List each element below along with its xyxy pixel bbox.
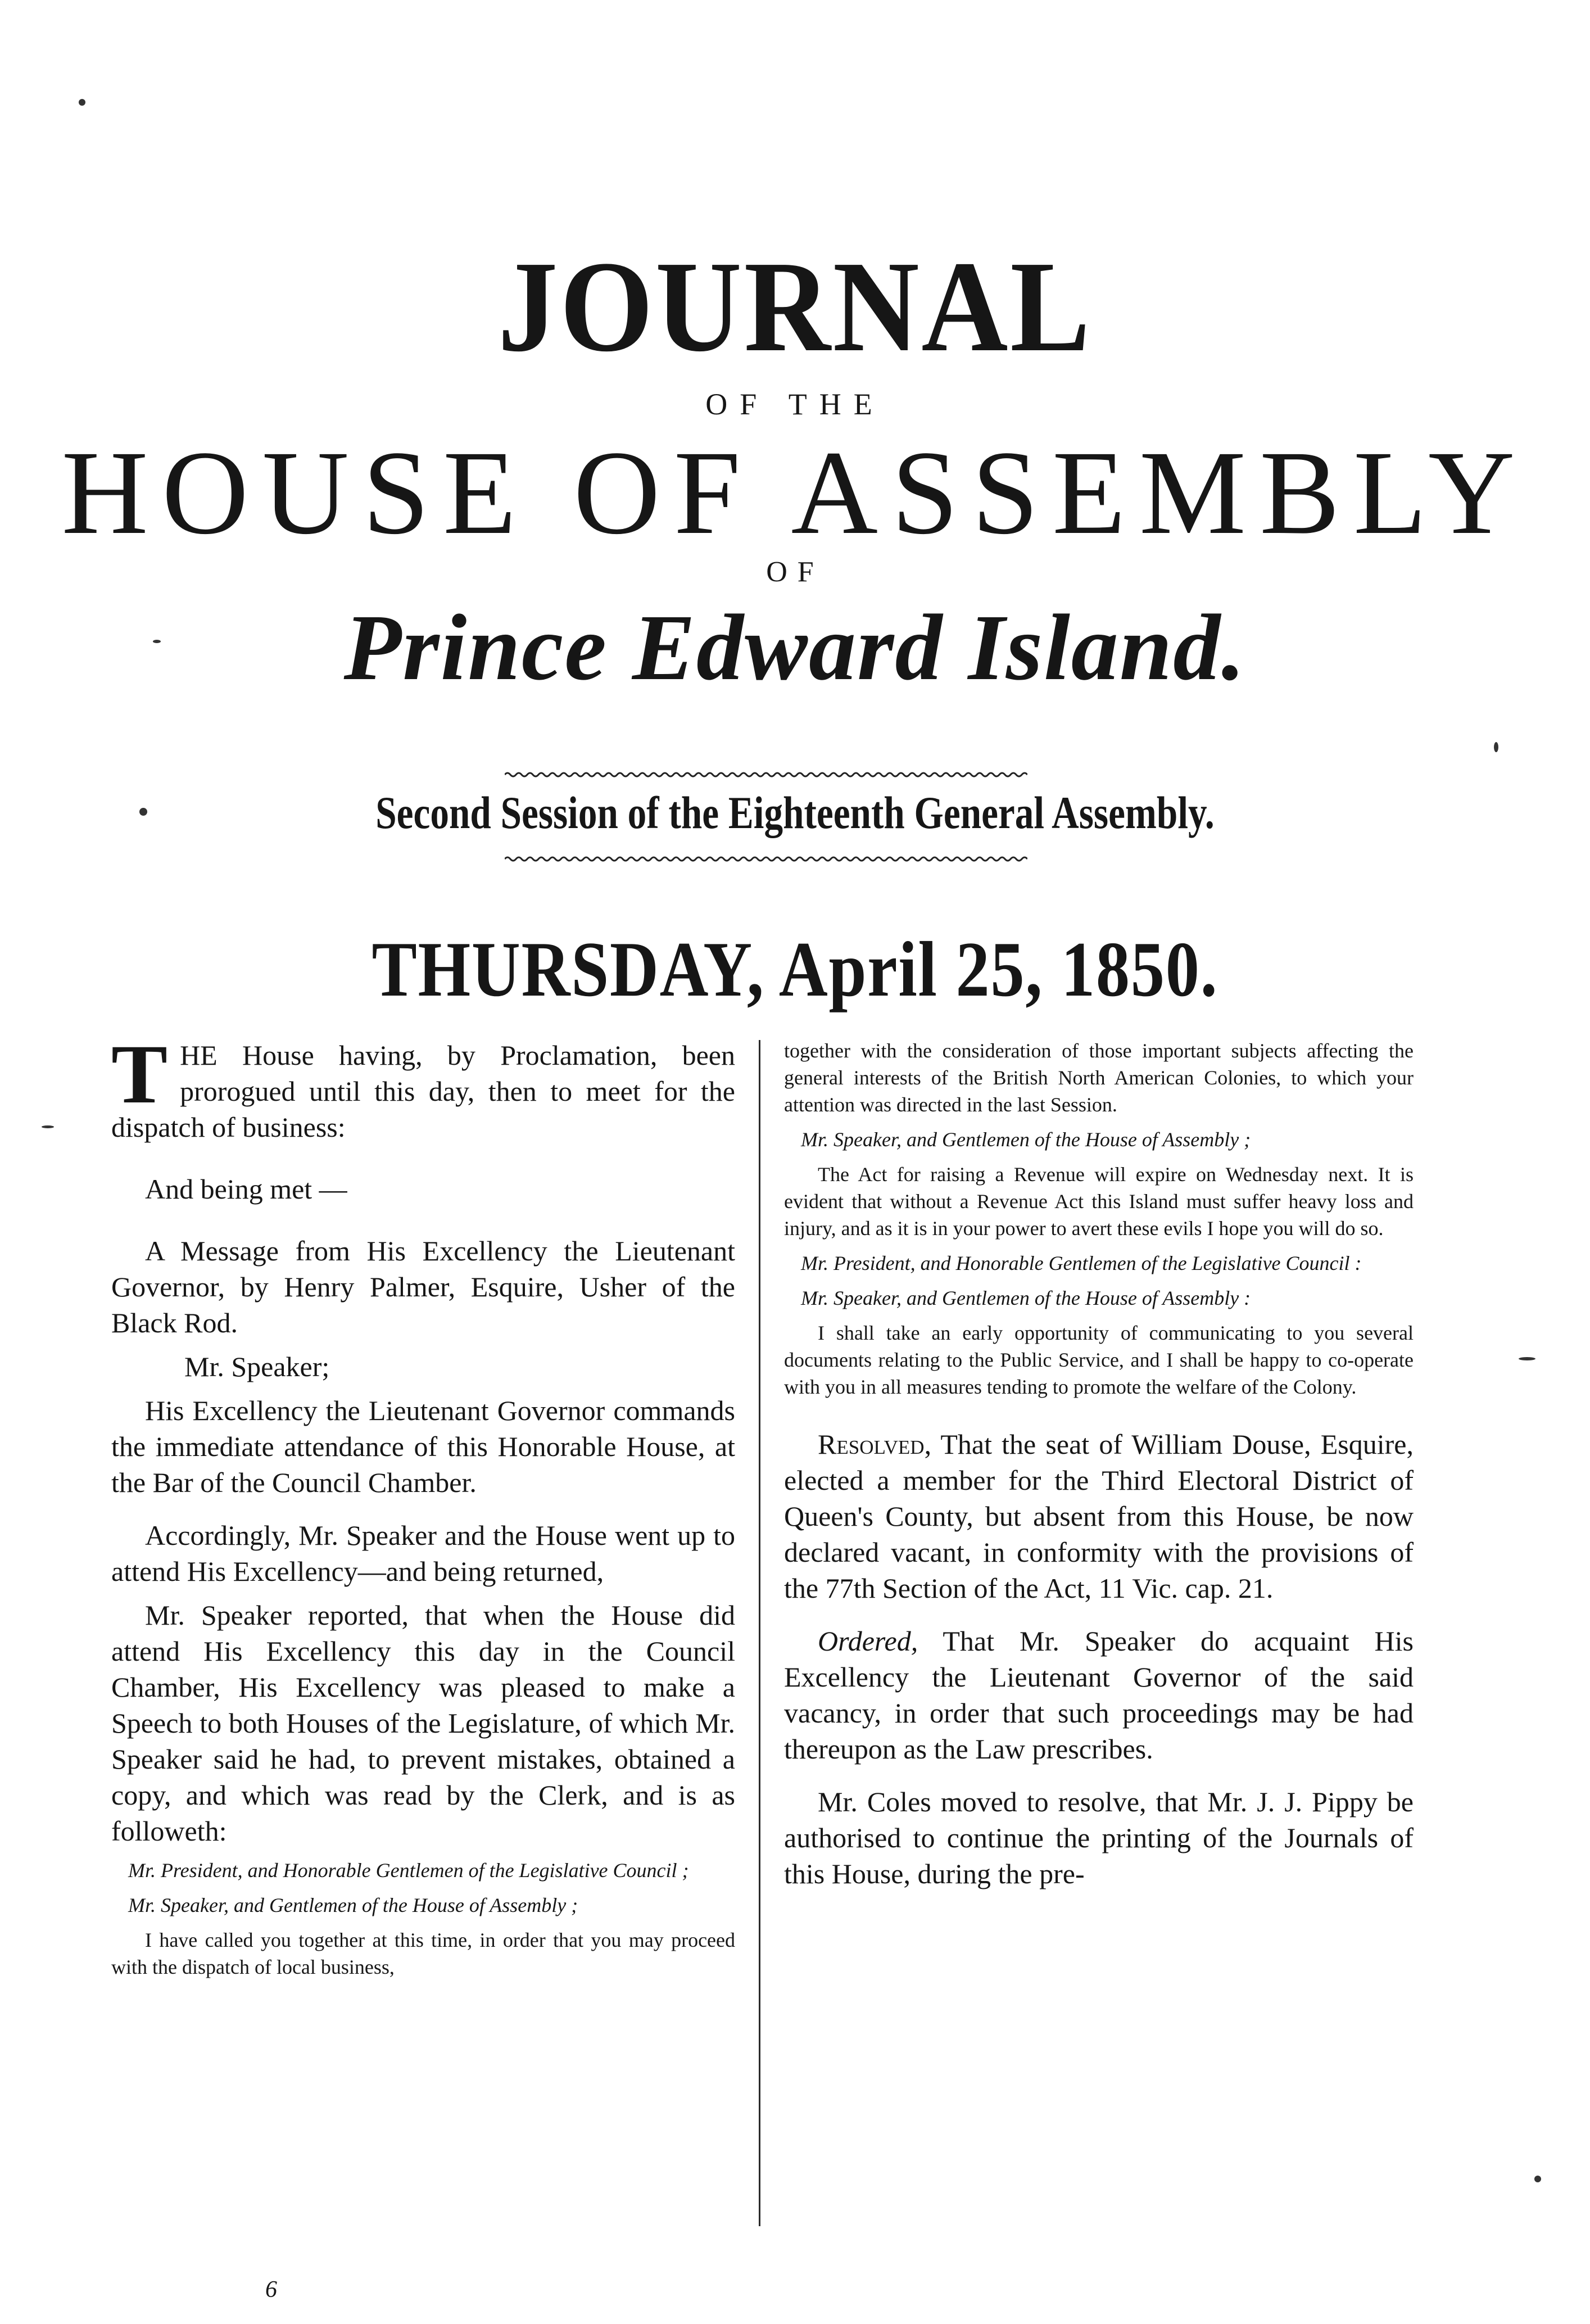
left-column xyxy=(111,1028,735,1981)
salutation-assembly: Mr. Speaker, and Gentlemen of the House of Assembly ; xyxy=(128,1894,578,1916)
ordered-label: Ordered, xyxy=(818,1625,918,1657)
salutation-assembly-2: Mr. Speaker, and Gentlemen of the House of Assembly ; xyxy=(801,1128,1251,1151)
session-line: Second Session of the Eighteenth General Assembly. xyxy=(375,787,1215,838)
resolved-label: Resolved, xyxy=(818,1428,932,1460)
paragraph-accordingly: Accordingly, Mr. Speaker and the House went up to attend His Excellency—and being returned, xyxy=(111,1520,735,1587)
scan-speck xyxy=(139,808,147,816)
masthead-island: Prince Edward Island. xyxy=(343,595,1247,700)
right-column xyxy=(784,1037,1414,1892)
paragraph-being-met: And being met — xyxy=(145,1173,347,1205)
paragraph-speaker-reported: Mr. Speaker reported, that when the House did attend His Excellency this day in the Council Chamber, His Excellency was pleased to make a Speech to both Houses of the Legislature, of which Mr. Speaker said he had, to prevent mistakes, obtained a copy, and which was read by the Clerk, and is as followeth: xyxy=(111,1599,735,1847)
ordered-paragraph xyxy=(784,1623,1414,1767)
scan-speck xyxy=(1534,2176,1541,2182)
drop-cap: T xyxy=(111,1028,168,1121)
opening-text: HE House having, by Proclamation, been prorogued until this day, then to meet for the dispatch of business: xyxy=(111,1039,735,1143)
column-divider xyxy=(759,1040,760,2226)
speech-closing: I shall take an early opportunity of communicating to you several documents relating to the Public Service, and I shall be happy to co-operate with you in all measures tending to promote the welfare of the Colony. xyxy=(784,1322,1414,1398)
salutation-assembly-3: Mr. Speaker, and Gentlemen of the House of Assembly : xyxy=(801,1287,1251,1309)
speech-paragraph-1: I have called you together at this time, in order that you may proceed with the dispatch of local business, xyxy=(111,1929,735,1978)
sitting-date: THURSDAY, April 25, 1850. xyxy=(372,926,1218,1013)
scan-speck xyxy=(1494,742,1498,752)
motion-paragraph: Mr. Coles moved to resolve, that Mr. J. J. Pippy be authorised to continue the printing of the Journals of this House, during the pre- xyxy=(784,1786,1414,1889)
opening-paragraph xyxy=(111,1028,735,1145)
scan-speck xyxy=(79,99,85,106)
ordered-text: That Mr. Speaker do acquaint His Excellency the Lieutenant Governor of the said vacancy, in order that such proceedings may be had thereupon as the Law prescribes. xyxy=(784,1625,1414,1765)
salutation-council-2: Mr. President, and Honorable Gentlemen of the Legislative Council : xyxy=(801,1252,1362,1274)
masthead-house-of-assembly: HOUSE OF ASSEMBLY xyxy=(61,426,1529,559)
wavy-rule-bottom xyxy=(505,855,1027,863)
masthead-of-the: OF THE xyxy=(705,387,885,421)
resolved-text: That the seat of William Douse, Esquire, elected a member for the Third Electoral District of Queen's County, but absent from this House, be now declared vacant, in conformity with the provisions of the 77th Section of the Act, 11 Vic. cap. 21. xyxy=(784,1428,1414,1604)
wavy-rule-top xyxy=(505,771,1027,779)
speech-revenue-act: The Act for raising a Revenue will expire on Wednesday next. It is evident that without a Revenue Act this Island must suffer heavy loss and injury, and as it is in your power to avert these evils I hope you will do so. xyxy=(784,1163,1414,1240)
paragraph-attendance: His Excellency the Lieutenant Governor commands the immediate attendance of this Honorable House, at the Bar of the Council Chamber. xyxy=(111,1395,735,1498)
paragraph-mr-speaker: Mr. Speaker; xyxy=(184,1351,330,1382)
scan-speck xyxy=(1519,1357,1535,1360)
masthead-title: JOURNAL xyxy=(497,234,1093,379)
resolved-paragraph xyxy=(784,1426,1414,1606)
masthead-of: OF xyxy=(766,556,824,588)
paragraph-message: A Message from His Excellency the Lieutenant Governor, by Henry Palmer, Esquire, Usher of the Black Rod. xyxy=(111,1235,735,1339)
salutation-council: Mr. President, and Honorable Gentlemen of the Legislative Council ; xyxy=(128,1859,689,1882)
scan-speck xyxy=(153,640,161,643)
folio-number: 6 xyxy=(265,2277,277,2303)
speech-continuation: together with the consideration of those important subjects affecting the general interests of the British North American Colonies, to which your attention was directed in the last Session. xyxy=(784,1039,1414,1116)
scan-speck xyxy=(42,1125,54,1128)
